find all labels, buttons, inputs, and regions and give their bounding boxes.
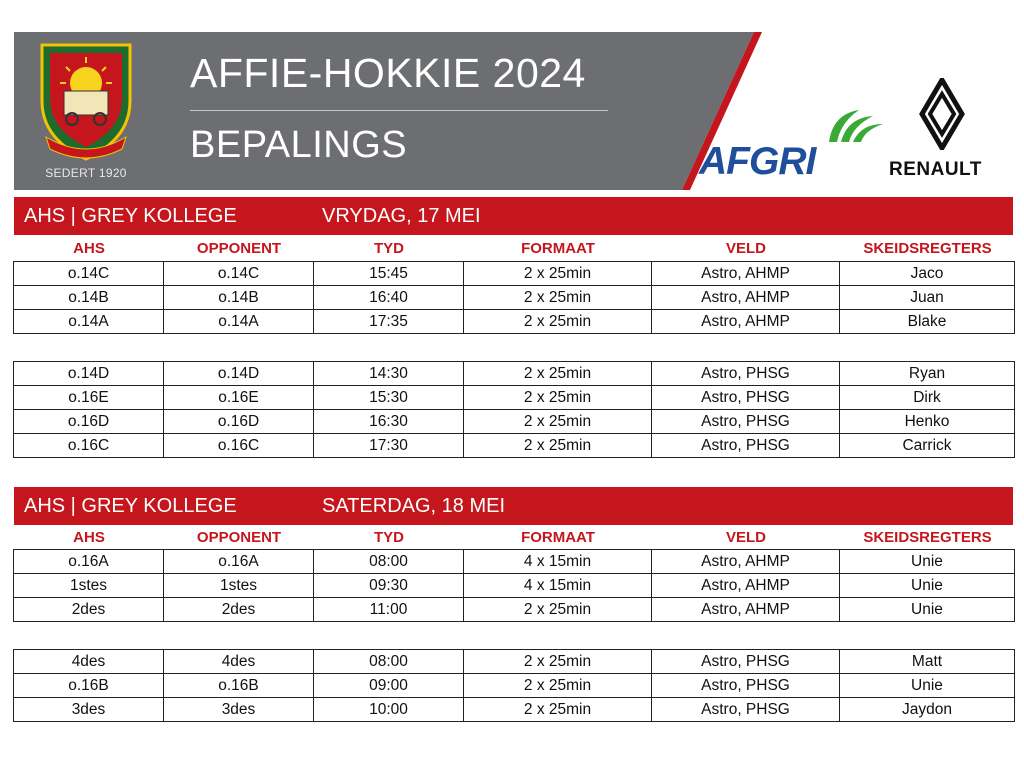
cell-umpire: Dirk [840, 386, 1015, 410]
col-skeidsregters: SKEIDSREGTERS [863, 240, 992, 257]
cell-opponent: o.16A [164, 550, 314, 574]
table-row [14, 362, 1015, 386]
col-formaat: FORMAAT [521, 529, 595, 546]
cell-field: Astro, PHSG [652, 386, 840, 410]
cell-time: 11:00 [314, 598, 464, 622]
cell-ahs: 1stes [14, 574, 164, 598]
page-subtitle: BEPALINGS [190, 124, 408, 166]
cell-format: 2 x 25min [464, 262, 652, 286]
cell-ahs: o.16C [14, 434, 164, 458]
cell-format: 2 x 25min [464, 434, 652, 458]
cell-format: 2 x 25min [464, 286, 652, 310]
cell-field: Astro, PHSG [652, 410, 840, 434]
cell-umpire: Carrick [840, 434, 1015, 458]
schedule-table [13, 649, 1015, 722]
cell-time: 09:30 [314, 574, 464, 598]
cell-time: 08:00 [314, 650, 464, 674]
cell-field: Astro, PHSG [652, 674, 840, 698]
cell-ahs: 2des [14, 598, 164, 622]
col-ahs: AHS [73, 529, 105, 546]
cell-field: Astro, PHSG [652, 650, 840, 674]
cell-umpire: Matt [840, 650, 1015, 674]
cell-field: Astro, AHMP [652, 286, 840, 310]
cell-time: 15:30 [314, 386, 464, 410]
table-row [14, 574, 1015, 598]
afgri-leaf-icon [819, 106, 919, 146]
day-banner-saturday [14, 487, 1013, 525]
cell-field: Astro, PHSG [652, 434, 840, 458]
day-teams: AHS | GREY KOLLEGE [24, 495, 237, 517]
table-row [14, 386, 1015, 410]
col-skeidsregters: SKEIDSREGTERS [863, 529, 992, 546]
cell-ahs: o.16A [14, 550, 164, 574]
col-ahs: AHS [73, 240, 105, 257]
column-headers [14, 238, 1013, 258]
col-opponent: OPPONENT [196, 529, 282, 546]
cell-ahs: o.14A [14, 310, 164, 334]
table-row [14, 674, 1015, 698]
cell-umpire: Unie [840, 598, 1015, 622]
cell-opponent: o.14A [164, 310, 314, 334]
afgri-logo: AFGRI [699, 140, 816, 183]
page-header [14, 32, 1010, 190]
cell-umpire: Ryan [840, 362, 1015, 386]
cell-format: 4 x 15min [464, 550, 652, 574]
table-row [14, 286, 1015, 310]
cell-umpire: Juan [840, 286, 1015, 310]
col-tyd: TYD [374, 240, 404, 257]
col-formaat: FORMAAT [521, 240, 595, 257]
cell-ahs: o.16E [14, 386, 164, 410]
cell-ahs: 4des [14, 650, 164, 674]
cell-time: 17:30 [314, 434, 464, 458]
day-date: SATERDAG, 18 MEI [322, 495, 506, 517]
cell-opponent: 3des [164, 698, 314, 722]
cell-format: 2 x 25min [464, 674, 652, 698]
cell-field: Astro, PHSG [652, 698, 840, 722]
cell-time: 09:00 [314, 674, 464, 698]
cell-ahs: o.14B [14, 286, 164, 310]
cell-opponent: o.16B [164, 674, 314, 698]
cell-ahs: o.14C [14, 262, 164, 286]
cell-ahs: o.16B [14, 674, 164, 698]
cell-field: Astro, AHMP [652, 310, 840, 334]
cell-opponent: o.14C [164, 262, 314, 286]
cell-umpire: Unie [840, 550, 1015, 574]
cell-format: 2 x 25min [464, 598, 652, 622]
cell-field: Astro, AHMP [652, 550, 840, 574]
cell-opponent: 2des [164, 598, 314, 622]
cell-format: 2 x 25min [464, 310, 652, 334]
cell-time: 17:35 [314, 310, 464, 334]
cell-time: 15:45 [314, 262, 464, 286]
day-date: VRYDAG, 17 MEI [322, 205, 481, 227]
cell-umpire: Jaydon [840, 698, 1015, 722]
table-row [14, 550, 1015, 574]
schedule-table [13, 361, 1015, 458]
cell-umpire: Unie [840, 574, 1015, 598]
table-row [14, 598, 1015, 622]
table-row [14, 262, 1015, 286]
table-row [14, 410, 1015, 434]
schedule-table [13, 549, 1015, 622]
cell-time: 16:40 [314, 286, 464, 310]
cell-opponent: o.14D [164, 362, 314, 386]
cell-opponent: o.16C [164, 434, 314, 458]
cell-opponent: 1stes [164, 574, 314, 598]
table-row [14, 698, 1015, 722]
cell-time: 10:00 [314, 698, 464, 722]
cell-umpire: Jaco [840, 262, 1015, 286]
cell-ahs: o.14D [14, 362, 164, 386]
cell-format: 2 x 25min [464, 386, 652, 410]
cell-field: Astro, PHSG [652, 362, 840, 386]
cell-opponent: 4des [164, 650, 314, 674]
col-veld: VELD [725, 240, 766, 257]
column-headers [14, 527, 1013, 547]
cell-ahs: 3des [14, 698, 164, 722]
col-veld: VELD [725, 529, 766, 546]
cell-time: 14:30 [314, 362, 464, 386]
table-row [14, 650, 1015, 674]
day-teams: AHS | GREY KOLLEGE [24, 205, 237, 227]
school-since: SEDERT 1920 [45, 166, 127, 180]
renault-logo-icon [914, 78, 970, 150]
cell-format: 2 x 25min [464, 698, 652, 722]
cell-umpire: Unie [840, 674, 1015, 698]
col-opponent: OPPONENT [196, 240, 282, 257]
cell-format: 2 x 25min [464, 410, 652, 434]
cell-time: 16:30 [314, 410, 464, 434]
day-banner-friday [14, 197, 1013, 235]
schedule-table [13, 261, 1015, 334]
cell-format: 2 x 25min [464, 650, 652, 674]
cell-time: 08:00 [314, 550, 464, 574]
cell-format: 4 x 15min [464, 574, 652, 598]
page-title: AFFIE-HOKKIE 2024 [190, 50, 586, 96]
title-divider [190, 110, 608, 111]
table-row [14, 310, 1015, 334]
cell-opponent: o.14B [164, 286, 314, 310]
cell-field: Astro, AHMP [652, 262, 840, 286]
cell-field: Astro, AHMP [652, 574, 840, 598]
cell-opponent: o.16E [164, 386, 314, 410]
renault-logo: RENAULT [889, 159, 982, 180]
school-crest-icon [36, 41, 136, 163]
cell-opponent: o.16D [164, 410, 314, 434]
col-tyd: TYD [374, 529, 404, 546]
cell-ahs: o.16D [14, 410, 164, 434]
cell-field: Astro, AHMP [652, 598, 840, 622]
cell-umpire: Henko [840, 410, 1015, 434]
cell-umpire: Blake [840, 310, 1015, 334]
table-row [14, 434, 1015, 458]
cell-format: 2 x 25min [464, 362, 652, 386]
